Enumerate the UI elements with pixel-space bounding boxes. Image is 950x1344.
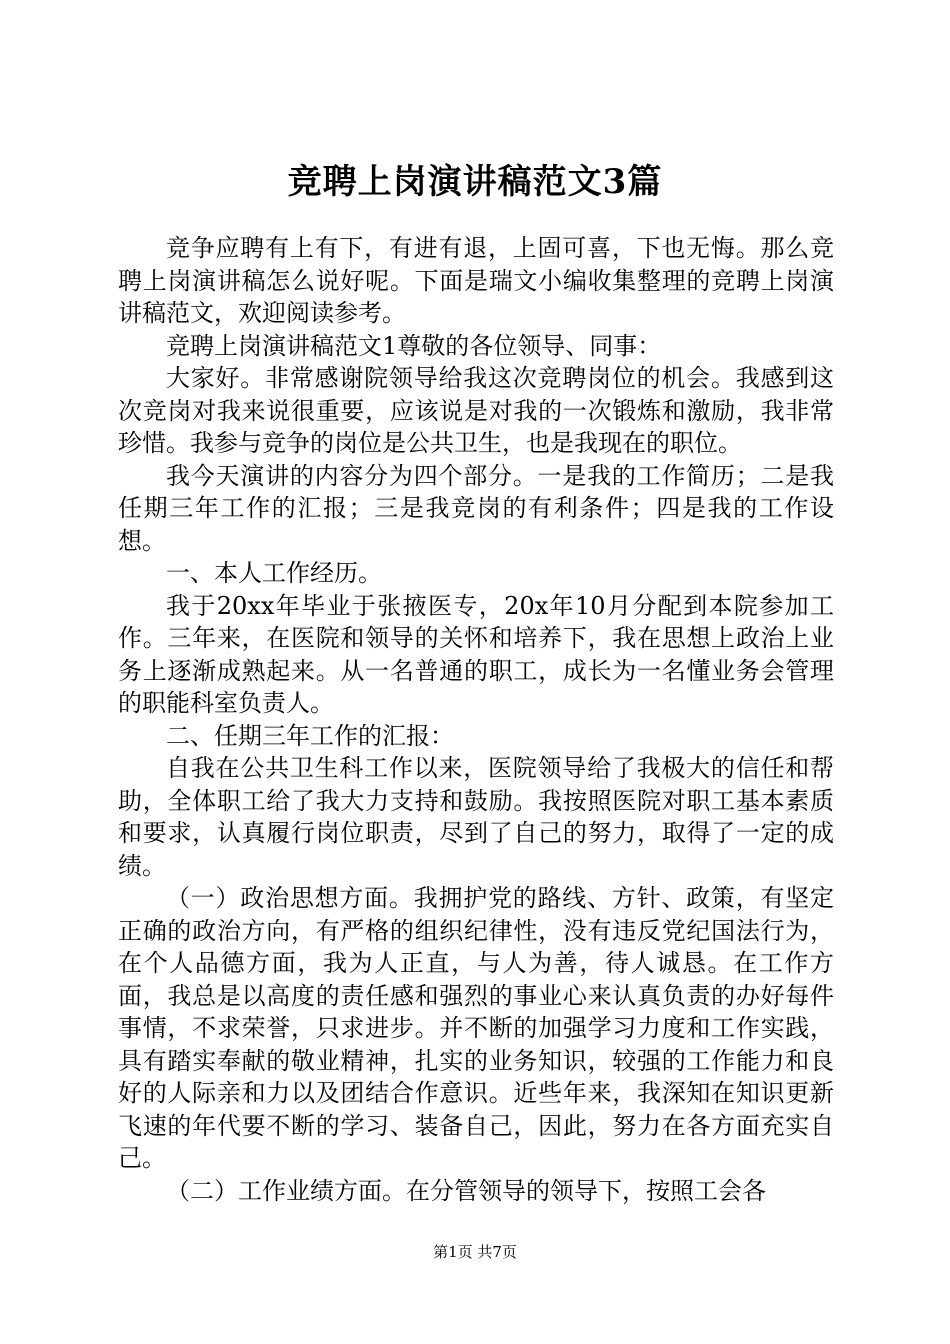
paragraph-sample-heading: 竞聘上岗演讲稿范文1尊敬的各位领导、同事： bbox=[166, 331, 662, 360]
paragraph-experience: 我于20xx年毕业于张掖医专，20x年10月分配到本院参加工作。三年来，在医院和领导的关怀和培养下，我在思想上政治上业务上逐渐成熟起来。从一名普通的职工，成长为一名懂业务会管理的职能科室负责人。 bbox=[118, 591, 834, 717]
paragraph-performance: （二）工作业绩方面。在分管领导的领导下，按照工会各 bbox=[166, 1176, 766, 1205]
paragraph-report: 自我在公共卫生科工作以来，医院领导给了我极大的信任和帮助，全体职工给了我大力支持和鼓励。我按照医院对职工基本素质和要求，认真履行岗位职责，尽到了自己的努力，取得了一定的成绩。 bbox=[118, 754, 834, 880]
paragraph-outline: 我今天演讲的内容分为四个部分。一是我的工作简历；二是我任期三年工作的汇报；三是我竞岗的有利条件；四是我的工作设想。 bbox=[118, 461, 834, 555]
paragraph-intro: 竞争应聘有上有下，有进有退，上固可喜，下也无悔。那么竞聘上岗演讲稿怎么说好呢。下面是瑞文小编收集整理的竞聘上岗演讲稿范文，欢迎阅读参考。 bbox=[118, 234, 834, 327]
paragraph-greeting: 大家好。非常感谢院领导给我这次竞聘岗位的机会。我感到这次竞岗对我来说很重要，应该说是对我的一次锻炼和激励，我非常珍惜。我参与竞争的岗位是公共卫生，也是我现在的职位。 bbox=[118, 364, 834, 457]
document-body bbox=[118, 232, 834, 1207]
paragraph-political: （一）政治思想方面。我拥护党的路线、方针、政策，有坚定正确的政治方向，有严格的组织纪律性，没有违反党纪国法行为，在个人品德方面，我为人正直，与人为善，待人诚恳。在工作方面，我总是以高度的责任感和强烈的事业心来认真负责的办好每件事情，不求荣誉，只求进步。并不断的加强学习力度和工作实践，具有踏实奉献的敬业精神，扎实的业务知识，较强的工作能力和良好的人际亲和力以及团结合作意识。近些年来，我深知在知识更新飞速的年代要不断的学习、装备自己，因此，努力在各方面充实自己。 bbox=[118, 884, 834, 1172]
document-title: 竞聘上岗演讲稿范文3篇 bbox=[287, 162, 663, 202]
page-footer: 第1页 共7页 bbox=[433, 1243, 517, 1261]
section-heading-experience: 一、本人工作经历。 bbox=[166, 559, 382, 587]
section-heading-report: 二、任期三年工作的汇报： bbox=[166, 721, 454, 750]
